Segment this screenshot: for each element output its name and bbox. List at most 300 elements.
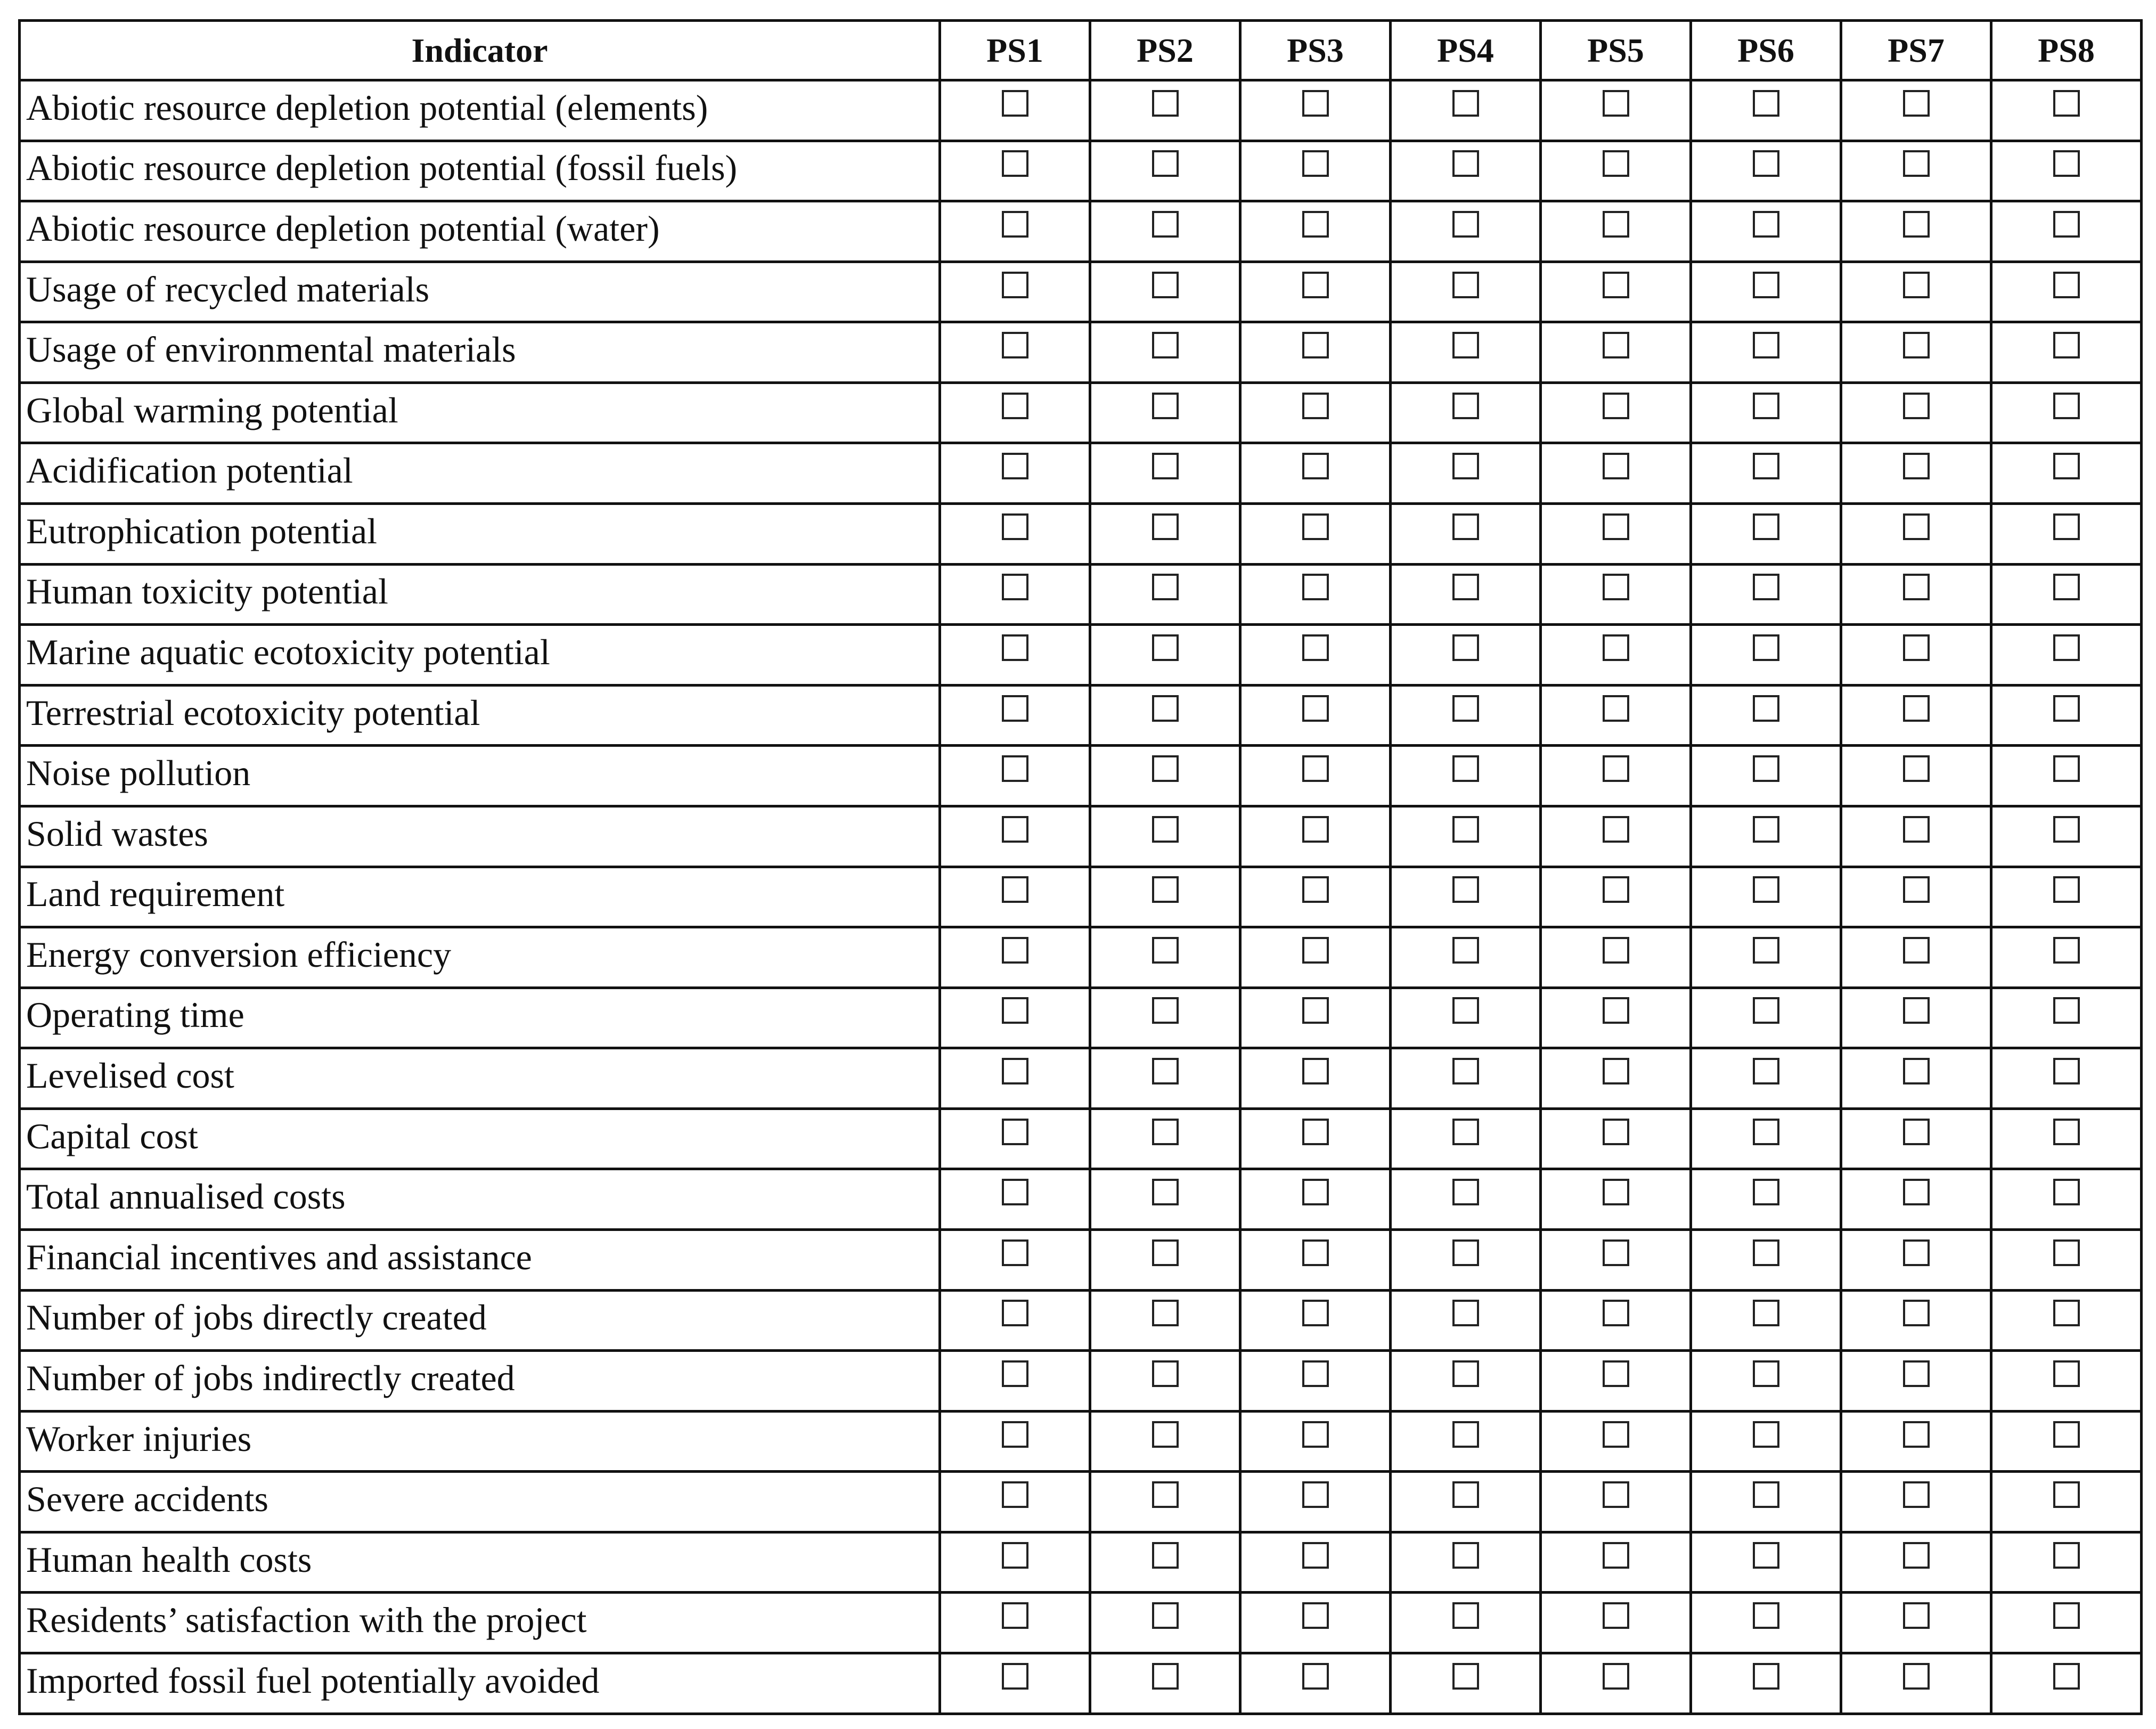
checkbox-ps5[interactable] [1603,393,1629,419]
checkbox-cell [1090,806,1240,867]
checkbox-ps2[interactable] [1152,272,1179,298]
checkbox-cell [1391,806,1541,867]
ps4-column-header: PS4 [1391,21,1541,80]
checkbox-ps6[interactable] [1753,90,1779,117]
checkbox-ps8[interactable] [2053,755,2080,782]
checkbox-ps3[interactable] [1302,453,1329,479]
checkbox-ps4[interactable] [1452,997,1479,1024]
checkbox-ps6[interactable] [1753,1058,1779,1084]
checkbox-cell [1541,746,1691,806]
checkbox-cell [1391,262,1541,322]
checkbox-ps2[interactable] [1152,1481,1179,1508]
checkbox-cell [1541,1351,1691,1412]
checkbox-cell [940,867,1090,927]
checkbox-cell [940,1048,1090,1109]
checkbox-ps7[interactable] [1903,816,1930,843]
checkbox-ps6[interactable] [1753,1542,1779,1569]
checkbox-ps8[interactable] [2053,513,2080,540]
checkbox-cell [1240,1653,1391,1714]
indicator-label: Residents’ satisfaction with the project [20,1593,940,1653]
table-row [20,1472,2142,1532]
checkbox-ps7[interactable] [1903,755,1930,782]
checkbox-cell [1991,806,2142,867]
indicator-label: Noise pollution [20,746,940,806]
checkbox-ps1[interactable] [1002,1602,1028,1629]
checkbox-ps5[interactable] [1603,574,1629,600]
checkbox-ps5[interactable] [1603,1360,1629,1387]
checkbox-cell [940,1229,1090,1290]
checkbox-cell [1391,1472,1541,1532]
checkbox-ps7[interactable] [1903,1663,1930,1690]
checkbox-ps7[interactable] [1903,1481,1930,1508]
checkbox-ps5[interactable] [1603,150,1629,177]
checkbox-ps2[interactable] [1152,1602,1179,1629]
indicator-label: Number of jobs indirectly created [20,1351,940,1412]
checkbox-cell [1090,262,1240,322]
checkbox-ps1[interactable] [1002,876,1028,903]
checkbox-ps2[interactable] [1152,816,1179,843]
checkbox-ps3[interactable] [1302,1119,1329,1145]
checkbox-ps6[interactable] [1753,574,1779,600]
checkbox-ps3[interactable] [1302,634,1329,661]
checkbox-cell [1841,1411,1991,1472]
checkbox-ps6[interactable] [1753,1481,1779,1508]
checkbox-ps1[interactable] [1002,574,1028,600]
checkbox-ps3[interactable] [1302,1481,1329,1508]
checkbox-ps4[interactable] [1452,574,1479,600]
checkbox-ps7[interactable] [1903,695,1930,722]
table-row [20,867,2142,927]
checkbox-ps6[interactable] [1753,816,1779,843]
checkbox-ps6[interactable] [1753,513,1779,540]
checkbox-ps5[interactable] [1603,272,1629,298]
checkbox-ps7[interactable] [1903,150,1930,177]
checkbox-ps4[interactable] [1452,272,1479,298]
checkbox-ps7[interactable] [1903,1360,1930,1387]
checkbox-cell [1841,322,1991,383]
checkbox-cell [1240,322,1391,383]
checkbox-ps2[interactable] [1152,997,1179,1024]
checkbox-ps5[interactable] [1603,211,1629,238]
checkbox-ps7[interactable] [1903,634,1930,661]
table-row [20,141,2142,201]
checkbox-ps6[interactable] [1753,634,1779,661]
checkbox-ps6[interactable] [1753,1300,1779,1326]
checkbox-ps1[interactable] [1002,150,1028,177]
checkbox-cell [1090,927,1240,988]
checkbox-ps6[interactable] [1753,1421,1779,1448]
ps7-column-header: PS7 [1841,21,1991,80]
checkbox-ps2[interactable] [1152,393,1179,419]
indicator-label: Imported fossil fuel potentially avoided [20,1653,940,1714]
checkbox-ps5[interactable] [1603,937,1629,964]
checkbox-ps2[interactable] [1152,1663,1179,1690]
checkbox-ps6[interactable] [1753,332,1779,358]
checkbox-ps4[interactable] [1452,1663,1479,1690]
checkbox-ps5[interactable] [1603,1481,1629,1508]
checkbox-ps2[interactable] [1152,937,1179,964]
checkbox-cell [940,988,1090,1048]
checkbox-cell [1841,504,1991,565]
table-row [20,1532,2142,1593]
checkbox-ps7[interactable] [1903,90,1930,117]
checkbox-cell [1541,867,1691,927]
checkbox-ps4[interactable] [1452,816,1479,843]
checkbox-ps6[interactable] [1753,1239,1779,1266]
checkbox-ps1[interactable] [1002,1542,1028,1569]
checkbox-cell [1691,685,1841,746]
checkbox-ps2[interactable] [1152,1360,1179,1387]
checkbox-ps1[interactable] [1002,1360,1028,1387]
checkbox-ps8[interactable] [2053,695,2080,722]
checkbox-cell [1541,1229,1691,1290]
checkbox-cell [1541,1593,1691,1653]
checkbox-ps2[interactable] [1152,513,1179,540]
checkbox-ps8[interactable] [2053,876,2080,903]
checkbox-ps4[interactable] [1452,393,1479,419]
checkbox-ps4[interactable] [1452,1421,1479,1448]
checkbox-cell [1090,1169,1240,1230]
checkbox-ps4[interactable] [1452,1058,1479,1084]
indicator-label: Total annualised costs [20,1169,940,1230]
checkbox-ps3[interactable] [1302,1179,1329,1205]
checkbox-ps6[interactable] [1753,150,1779,177]
checkbox-ps7[interactable] [1903,1542,1930,1569]
checkbox-ps3[interactable] [1302,1542,1329,1569]
checkbox-cell [1240,1532,1391,1593]
table-row [20,1351,2142,1412]
checkbox-cell [1691,1229,1841,1290]
checkbox-ps3[interactable] [1302,211,1329,238]
table-row [20,1108,2142,1169]
checkbox-ps8[interactable] [2053,90,2080,117]
checkbox-ps3[interactable] [1302,513,1329,540]
checkbox-cell [1991,262,2142,322]
checkbox-cell [1391,746,1541,806]
checkbox-ps1[interactable] [1002,1058,1028,1084]
checkbox-ps7[interactable] [1903,332,1930,358]
checkbox-ps2[interactable] [1152,634,1179,661]
checkbox-ps7[interactable] [1903,513,1930,540]
checkbox-ps6[interactable] [1753,876,1779,903]
checkbox-ps3[interactable] [1302,393,1329,419]
checkbox-cell [1991,504,2142,565]
checkbox-ps3[interactable] [1302,1663,1329,1690]
checkbox-ps5[interactable] [1603,695,1629,722]
checkbox-ps2[interactable] [1152,574,1179,600]
checkbox-ps3[interactable] [1302,150,1329,177]
checkbox-ps3[interactable] [1302,997,1329,1024]
checkbox-ps8[interactable] [2053,1602,2080,1629]
checkbox-ps6[interactable] [1753,1602,1779,1629]
checkbox-ps8[interactable] [2053,272,2080,298]
checkbox-ps4[interactable] [1452,1239,1479,1266]
checkbox-cell [1841,1229,1991,1290]
checkbox-ps1[interactable] [1002,1119,1028,1145]
checkbox-ps7[interactable] [1903,1602,1930,1629]
checkbox-ps2[interactable] [1152,1239,1179,1266]
checkbox-cell [1090,322,1240,383]
checkbox-ps3[interactable] [1302,272,1329,298]
checkbox-ps1[interactable] [1002,755,1028,782]
table-row [20,80,2142,141]
checkbox-ps2[interactable] [1152,876,1179,903]
checkbox-cell [940,806,1090,867]
checkbox-ps5[interactable] [1603,1119,1629,1145]
checkbox-ps1[interactable] [1002,90,1028,117]
checkbox-cell [1991,1411,2142,1472]
checkbox-cell [1991,625,2142,686]
checkbox-ps3[interactable] [1302,332,1329,358]
checkbox-ps5[interactable] [1603,1179,1629,1205]
checkbox-ps5[interactable] [1603,1058,1629,1084]
checkbox-ps8[interactable] [2053,1300,2080,1326]
checkbox-ps6[interactable] [1753,937,1779,964]
checkbox-ps2[interactable] [1152,1300,1179,1326]
checkbox-ps4[interactable] [1452,150,1479,177]
checkbox-cell [1541,1048,1691,1109]
checkbox-ps7[interactable] [1903,211,1930,238]
checkbox-ps1[interactable] [1002,634,1028,661]
checkbox-ps4[interactable] [1452,937,1479,964]
checkbox-ps2[interactable] [1152,1421,1179,1448]
checkbox-ps4[interactable] [1452,634,1479,661]
checkbox-ps3[interactable] [1302,1360,1329,1387]
table-row [20,564,2142,625]
checkbox-ps2[interactable] [1152,1179,1179,1205]
checkbox-ps5[interactable] [1603,1421,1629,1448]
checkbox-ps8[interactable] [2053,332,2080,358]
checkbox-ps8[interactable] [2053,937,2080,964]
checkbox-ps5[interactable] [1603,332,1629,358]
checkbox-ps8[interactable] [2053,211,2080,238]
checkbox-cell [1691,806,1841,867]
checkbox-cell [940,1411,1090,1472]
checkbox-ps6[interactable] [1753,211,1779,238]
checkbox-ps1[interactable] [1002,1179,1028,1205]
checkbox-cell [1090,1229,1240,1290]
checkbox-ps8[interactable] [2053,816,2080,843]
checkbox-ps8[interactable] [2053,997,2080,1024]
checkbox-cell [1841,806,1991,867]
checkbox-ps1[interactable] [1002,272,1028,298]
checkbox-ps7[interactable] [1903,1421,1930,1448]
checkbox-ps6[interactable] [1753,1360,1779,1387]
checkbox-ps1[interactable] [1002,1481,1028,1508]
checkbox-ps1[interactable] [1002,1300,1028,1326]
checkbox-ps8[interactable] [2053,1542,2080,1569]
checkbox-ps2[interactable] [1152,332,1179,358]
checkbox-ps4[interactable] [1452,513,1479,540]
checkbox-ps5[interactable] [1603,1602,1629,1629]
checkbox-ps8[interactable] [2053,1058,2080,1084]
checkbox-ps3[interactable] [1302,816,1329,843]
checkbox-ps5[interactable] [1603,1300,1629,1326]
checkbox-ps4[interactable] [1452,1360,1479,1387]
checkbox-ps1[interactable] [1002,816,1028,843]
checkbox-ps7[interactable] [1903,997,1930,1024]
checkbox-ps3[interactable] [1302,1058,1329,1084]
checkbox-ps8[interactable] [2053,1179,2080,1205]
checkbox-ps6[interactable] [1753,997,1779,1024]
checkbox-ps3[interactable] [1302,1421,1329,1448]
checkbox-cell [1841,1048,1991,1109]
checkbox-ps3[interactable] [1302,695,1329,722]
checkbox-cell [1391,382,1541,443]
checkbox-ps2[interactable] [1152,1542,1179,1569]
checkbox-ps7[interactable] [1903,574,1930,600]
checkbox-ps6[interactable] [1753,272,1779,298]
checkbox-cell [1391,80,1541,141]
checkbox-cell [1240,806,1391,867]
checkbox-ps4[interactable] [1452,90,1479,117]
checkbox-ps5[interactable] [1603,816,1629,843]
checkbox-ps7[interactable] [1903,1239,1930,1266]
checkbox-ps5[interactable] [1603,90,1629,117]
checkbox-ps3[interactable] [1302,876,1329,903]
checkbox-cell [1240,927,1391,988]
checkbox-cell [1090,1653,1240,1714]
checkbox-ps4[interactable] [1452,211,1479,238]
checkbox-ps3[interactable] [1302,1239,1329,1266]
checkbox-cell [1841,1653,1991,1714]
checkbox-ps8[interactable] [2053,1663,2080,1690]
checkbox-ps3[interactable] [1302,937,1329,964]
checkbox-ps2[interactable] [1152,695,1179,722]
checkbox-cell [1240,1229,1391,1290]
checkbox-ps4[interactable] [1452,1119,1479,1145]
checkbox-cell [1090,504,1240,565]
checkbox-ps5[interactable] [1603,1239,1629,1266]
checkbox-ps3[interactable] [1302,574,1329,600]
checkbox-cell [1991,1532,2142,1593]
checkbox-ps7[interactable] [1903,937,1930,964]
checkbox-cell [1090,1411,1240,1472]
checkbox-cell [1391,1653,1541,1714]
checkbox-ps6[interactable] [1753,393,1779,419]
checkbox-ps4[interactable] [1452,1602,1479,1629]
checkbox-ps5[interactable] [1603,634,1629,661]
checkbox-ps8[interactable] [2053,453,2080,479]
checkbox-ps8[interactable] [2053,150,2080,177]
checkbox-ps1[interactable] [1002,453,1028,479]
indicator-label: Acidification potential [20,443,940,504]
checkbox-ps5[interactable] [1603,513,1629,540]
checkbox-ps7[interactable] [1903,1058,1930,1084]
checkbox-ps4[interactable] [1452,755,1479,782]
checkbox-ps4[interactable] [1452,1179,1479,1205]
table-row [20,1048,2142,1109]
checkbox-cell [1691,443,1841,504]
checkbox-ps8[interactable] [2053,393,2080,419]
checkbox-ps1[interactable] [1002,1421,1028,1448]
table-row [20,806,2142,867]
checkbox-ps6[interactable] [1753,1663,1779,1690]
checkbox-ps2[interactable] [1152,150,1179,177]
checkbox-ps4[interactable] [1452,695,1479,722]
checkbox-ps4[interactable] [1452,332,1479,358]
checkbox-cell [940,80,1090,141]
checkbox-cell [1691,1411,1841,1472]
table-row [20,1653,2142,1714]
checkbox-cell [1691,262,1841,322]
checkbox-ps7[interactable] [1903,453,1930,479]
checkbox-ps1[interactable] [1002,1663,1028,1690]
checkbox-ps5[interactable] [1603,453,1629,479]
checkbox-ps1[interactable] [1002,695,1028,722]
checkbox-ps7[interactable] [1903,876,1930,903]
checkbox-ps5[interactable] [1603,997,1629,1024]
checkbox-cell [940,141,1090,201]
checkbox-ps7[interactable] [1903,1300,1930,1326]
checkbox-ps1[interactable] [1002,332,1028,358]
checkbox-ps4[interactable] [1452,1300,1479,1326]
checkbox-ps4[interactable] [1452,1542,1479,1569]
checkbox-ps6[interactable] [1753,695,1779,722]
checkbox-ps3[interactable] [1302,755,1329,782]
checkbox-ps7[interactable] [1903,1119,1930,1145]
checkbox-ps8[interactable] [2053,634,2080,661]
checkbox-ps2[interactable] [1152,755,1179,782]
checkbox-ps1[interactable] [1002,1239,1028,1266]
checkbox-ps1[interactable] [1002,211,1028,238]
checkbox-cell [1240,1411,1391,1472]
checkbox-ps6[interactable] [1753,755,1779,782]
checkbox-ps7[interactable] [1903,393,1930,419]
checkbox-cell [1391,201,1541,262]
checkbox-ps7[interactable] [1903,1179,1930,1205]
checkbox-ps4[interactable] [1452,876,1479,903]
checkbox-ps8[interactable] [2053,574,2080,600]
checkbox-ps2[interactable] [1152,453,1179,479]
checkbox-cell [1391,685,1541,746]
checkbox-ps1[interactable] [1002,937,1028,964]
checkbox-ps4[interactable] [1452,1481,1479,1508]
checkbox-ps2[interactable] [1152,1119,1179,1145]
checkbox-ps8[interactable] [2053,1360,2080,1387]
checkbox-ps5[interactable] [1603,1663,1629,1690]
checkbox-ps6[interactable] [1753,1119,1779,1145]
checkbox-cell [1991,322,2142,383]
checkbox-cell [1991,1653,2142,1714]
checkbox-ps2[interactable] [1152,90,1179,117]
checkbox-cell [1391,867,1541,927]
checkbox-cell [940,382,1090,443]
checkbox-ps3[interactable] [1302,1300,1329,1326]
checkbox-ps6[interactable] [1753,453,1779,479]
checkbox-ps8[interactable] [2053,1421,2080,1448]
checkbox-ps3[interactable] [1302,1602,1329,1629]
checkbox-ps2[interactable] [1152,211,1179,238]
checkbox-ps8[interactable] [2053,1119,2080,1145]
checkbox-ps6[interactable] [1753,1179,1779,1205]
checkbox-ps4[interactable] [1452,453,1479,479]
checkbox-ps3[interactable] [1302,90,1329,117]
checkbox-ps1[interactable] [1002,393,1028,419]
checkbox-ps5[interactable] [1603,1542,1629,1569]
checkbox-ps2[interactable] [1152,1058,1179,1084]
table-row [20,504,2142,565]
checkbox-ps1[interactable] [1002,997,1028,1024]
checkbox-ps8[interactable] [2053,1239,2080,1266]
checkbox-cell [940,322,1090,383]
indicator-label: Marine aquatic ecotoxicity potential [20,625,940,686]
checkbox-ps5[interactable] [1603,755,1629,782]
checkbox-ps8[interactable] [2053,1481,2080,1508]
checkbox-ps7[interactable] [1903,272,1930,298]
checkbox-ps5[interactable] [1603,876,1629,903]
checkbox-ps1[interactable] [1002,513,1028,540]
